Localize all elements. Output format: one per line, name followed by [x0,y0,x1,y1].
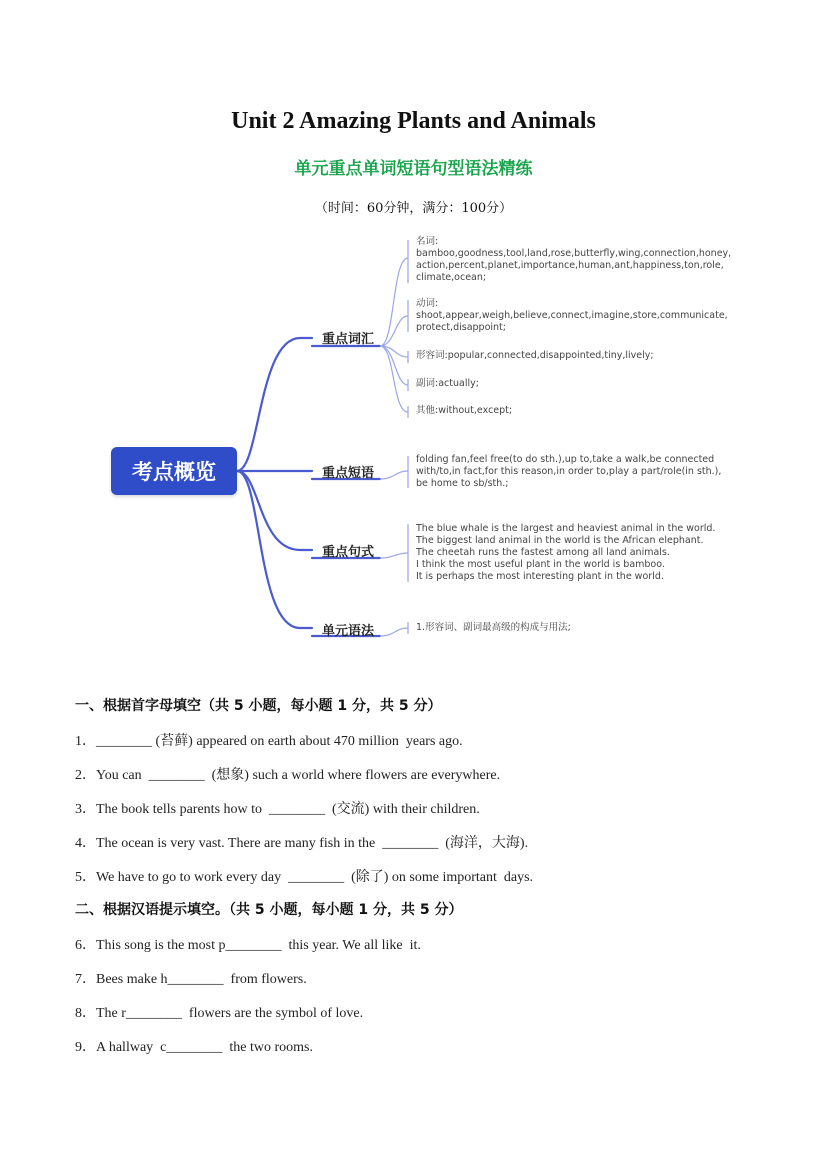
vocab-adverbs: 副词:actually; [416,378,479,389]
page-subtitle: 单元重点单词短语句型语法精练 [294,159,533,179]
phrases-text: folding fan,feel free(to do sth.),up to,take a walk,be connected with/to,in fact,for this reason,in order to,play a part/role(in sth.), be home to sb/sth.; [416,454,722,489]
vocab-others: 其他:without,except; [416,405,513,416]
connector-vocab [237,338,312,471]
time-and-score: （时间：60分钟，满分：100分） [314,201,513,216]
question-3: 3．The book tells parents how to ________ (交流) with their children. [75,802,480,817]
question-8: 8．The r________ flowers are the symbol of love. [75,1006,364,1021]
vocab-verbs: 动词: shoot,appear,weigh,believe,connect,imagine,store,communicate, protect,disappoint; [416,298,728,333]
question-1: 1．________ (苔藓) appeared on earth about 470 million years ago. [75,734,463,749]
vocab-fan [380,258,408,346]
branch-grammar: 单元语法 [322,624,375,639]
section-2-heading: 二、根据汉语提示填空。（共 5 小题，每小题 1 分，共 5 分） [75,902,463,918]
connector-sentences [237,471,312,550]
sentences-text: The blue whale is the largest and heaviest animal in the world. The biggest land animal in the world is the African elephant. The cheetah runs the fastest among all land animals. I think the most useful plant in the world is bamboo. It is perhaps the most interesting plant in the world. [416,523,716,582]
mindmap-root: 考点概览 [111,447,237,495]
question-7: 7．Bees make h________ from flowers. [75,972,307,987]
vocab-adjectives: 形容词:popular,connected,disappointed,tiny,lively; [416,350,654,361]
question-6: 6．This song is the most p________ this year. We all like it. [75,938,421,953]
grammar-text: 1.形容词、副词最高级的构成与用法; [416,622,571,633]
question-4: 4．The ocean is very vast. There are many fish in the ________ (海洋，大海). [75,836,529,851]
section-1-heading: 一、根据首字母填空（共 5 小题，每小题 1 分，共 5 分） [75,698,442,714]
branch-vocab: 重点词汇 [322,332,375,347]
question-9: 9．A hallway c________ the two rooms. [75,1040,313,1055]
vocab-nouns: 名词: bamboo,goodness,tool,land,rose,butterfly,wing,connection,honey, action,percent,planet,importance,human,ant,happiness,ton,role, climate,ocean; [416,236,732,283]
branch-phrases: 重点短语 [322,466,375,481]
question-2: 2．You can ________ (想象) such a world where flowers are everywhere. [75,768,501,783]
question-5: 5．We have to go to work every day ________ (除了) on some important days. [75,870,534,885]
page-title: Unit 2 Amazing Plants and Animals [231,108,596,134]
connector-grammar [237,471,312,628]
branch-sentences: 重点句式 [322,545,375,560]
